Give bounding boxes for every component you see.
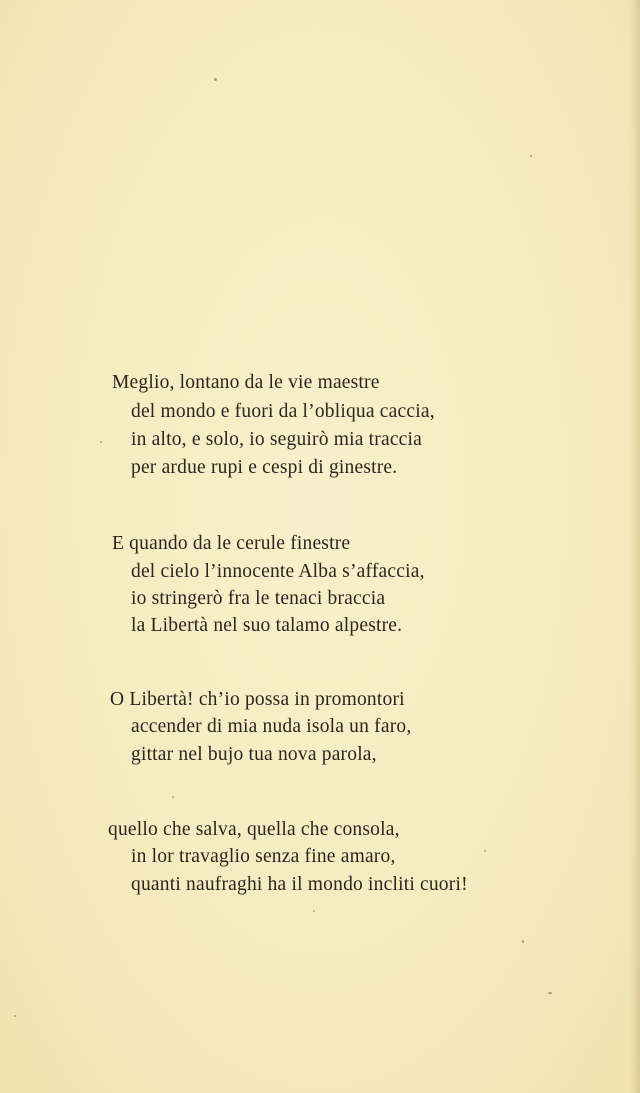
poem-line: quanti naufraghi ha il mondo incliti cuori!: [131, 874, 468, 895]
paper-speck: [548, 992, 552, 994]
poem-line: per ardue rupi e cespi di ginestre.: [131, 457, 398, 478]
page-edge-shadow: [630, 0, 640, 1093]
poem-line: in alto, e solo, io seguirò mia traccia: [131, 429, 423, 450]
poem-line: O Libertà! ch’io possa in promontori: [110, 689, 405, 710]
paper-speck: [522, 940, 524, 943]
paper-speck: [172, 796, 174, 798]
poem-line: gittar nel bujo tua nova parola,: [131, 744, 377, 765]
poem-line: del mondo e fuori da l’obliqua caccia,: [131, 401, 435, 422]
paper-speck: [484, 850, 486, 852]
paper-speck: [14, 1015, 16, 1017]
poem-line: Meglio, lontano da le vie maestre: [112, 372, 380, 393]
paper-speck: [100, 441, 102, 443]
poem-line: la Libertà nel suo talamo alpestre.: [131, 615, 403, 636]
paper-speck: [313, 910, 315, 912]
poem-line: del cielo l’innocente Alba s’affaccia,: [131, 561, 425, 582]
poem-line: io stringerò fra le tenaci braccia: [131, 588, 386, 609]
poem-line: quello che salva, quella che consola,: [108, 819, 400, 840]
poem-line: in lor travaglio senza fine amaro,: [131, 846, 396, 867]
poem-line: E quando da le cerule finestre: [112, 533, 351, 554]
poem-line: accender di mia nuda isola un faro,: [131, 716, 412, 737]
paper-speck: [530, 155, 532, 157]
paper-speck: [214, 78, 217, 81]
